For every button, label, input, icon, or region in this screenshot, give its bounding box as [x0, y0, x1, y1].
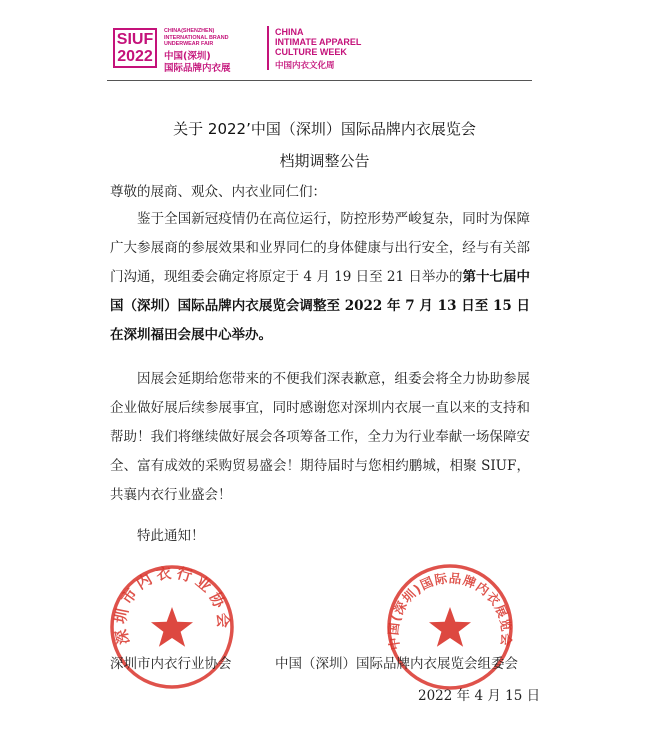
fair-name-english	[164, 28, 254, 48]
culture-week-english	[275, 27, 385, 57]
logo-text-line1: SIUF	[116, 31, 154, 48]
paragraph-2-text: 因展会延期给您带来的不便我们深表歉意，组委会将全力协助参展企业做好展后续参展事宜，同时感谢您对深圳内衣展一直以来的支持和帮助！我们将继续做好展会各项筹备工作，全力为行业奉献一场保障安全、富有成效的采购贸易盛会！期待届时与您相约鹏城，相聚 SIUF，共襄内衣行业盛会！	[110, 371, 530, 503]
organizing-committee-seal-text: 中国(深圳)国际品牌内衣展览会	[385, 570, 515, 651]
fair-en-line3: UNDERWEAR FAIR	[164, 41, 214, 47]
signature-organizing-committee: 中国（深圳）国际品牌内衣展览会组委会	[275, 656, 518, 672]
paragraph-1-bold-text: 第十七届中国（深圳）国际品牌内衣展览会调整至 2022 年 7 月 13 日至 15 日在深圳福田会展中心举办。	[110, 269, 530, 343]
fair-name-chinese-line1: 中国(深圳)	[164, 51, 211, 62]
logo-text-line2: 2022	[117, 48, 153, 65]
fair-name-chinese-line2: 国际品牌内衣展	[164, 63, 231, 74]
header-banner	[107, 22, 532, 78]
culture-week-chinese: 中国内衣文化周	[275, 61, 335, 71]
notice-line: 特此通知！	[137, 528, 205, 544]
paragraph-2	[110, 365, 530, 510]
fair-en-line1: CHINA(SHENZHEN)	[164, 28, 215, 34]
paragraph-1-text: 鉴于全国新冠疫情仍在高位运行，防控形势严峻复杂，同时为保障广大参展商的参展效果和业界同仁的身体健康与出行安全，经与有关部门沟通，现组委会确定将原定于 4 月 19 日至 21 日举办的	[110, 211, 530, 285]
issue-date: 2022 年 4 月 15 日	[418, 688, 541, 704]
seal-star-icon	[151, 607, 193, 647]
header-rule	[107, 80, 532, 81]
header-divider	[267, 26, 269, 70]
document-subtitle: 档期调整公告	[279, 152, 370, 170]
seal-star-icon	[429, 607, 471, 647]
salutation: 尊敬的展商、观众、内衣业同仁们：	[110, 184, 326, 200]
week-en-line3: CULTURE WEEK	[275, 47, 347, 57]
week-en-line2: INTIMATE APPAREL	[275, 37, 362, 47]
week-en-line1: CHINA	[275, 27, 304, 37]
signature-association: 深圳市内衣行业协会	[110, 656, 232, 672]
siuf-logo	[113, 28, 157, 68]
paragraph-1	[110, 205, 530, 350]
document-title: 关于 2022’中国（深圳）国际品牌内衣展览会	[173, 120, 476, 138]
fair-en-line2: INTERNATIONAL BRAND	[164, 34, 229, 41]
association-seal-text: 深圳市内衣行业协会	[111, 563, 233, 647]
